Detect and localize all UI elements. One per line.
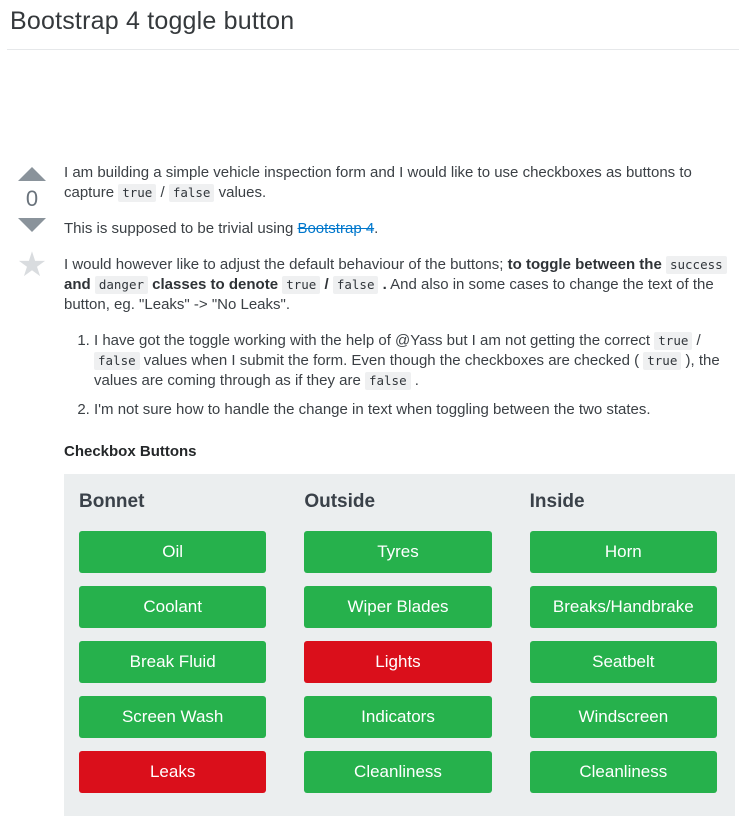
toggle-button-indicators[interactable]: Indicators	[304, 696, 491, 738]
toggle-button-coolant[interactable]: Coolant	[79, 586, 266, 628]
column-header-outside: Outside	[304, 491, 376, 512]
toggle-button-seatbelt[interactable]: Seatbelt	[530, 641, 717, 683]
toggle-button-windscreen[interactable]: Windscreen	[530, 696, 717, 738]
vote-column	[0, 163, 64, 816]
downvote-arrow-icon[interactable]	[18, 218, 46, 232]
body-text: /	[156, 184, 169, 201]
page-title: Bootstrap 4 toggle button	[10, 7, 295, 35]
body-text: And also in some cases to change the text of the button, eg. "Leaks" -> "No Leaks".	[64, 276, 714, 313]
checkbox-column-bonnet	[79, 489, 266, 806]
toggle-button-screen-wash[interactable]: Screen Wash	[79, 696, 266, 738]
list-item	[94, 400, 737, 420]
inline-code: success	[666, 256, 727, 274]
question-numbered-list	[94, 331, 737, 420]
toggle-button-cleanliness[interactable]: Cleanliness	[530, 751, 717, 793]
column-header-bonnet: Bonnet	[79, 491, 145, 512]
question-body	[64, 163, 737, 816]
toggle-button-break-fluid[interactable]: Break Fluid	[79, 641, 266, 683]
favorite-star-icon[interactable]: ★	[16, 246, 48, 284]
toggle-button-leaks[interactable]: Leaks	[79, 751, 266, 793]
body-text: values when I submit the form. Even though the checkboxes are checked (	[139, 352, 644, 369]
question-paragraph	[64, 255, 737, 315]
inline-code: false	[169, 184, 215, 202]
body-text: /	[692, 332, 701, 349]
body-text: .	[410, 372, 419, 389]
toggle-button-tyres[interactable]: Tyres	[304, 531, 491, 573]
bold-text: classes to denote	[148, 276, 283, 293]
inline-code: true	[118, 184, 156, 202]
toggle-button-cleanliness[interactable]: Cleanliness	[304, 751, 491, 793]
body-text: This is supposed to be trivial using	[64, 220, 298, 237]
toggle-button-breaks-handbrake[interactable]: Breaks/Handbrake	[530, 586, 717, 628]
upvote-arrow-icon[interactable]	[18, 167, 46, 181]
title-divider	[7, 49, 739, 50]
vote-count: 0	[25, 186, 39, 211]
body-text: ), the values are coming through as if they are	[94, 352, 720, 389]
inline-code: false	[365, 372, 411, 390]
body-text: values.	[214, 184, 267, 201]
checkbox-column-outside	[304, 489, 491, 806]
inline-code: false	[333, 276, 379, 294]
bold-text: /	[320, 276, 333, 293]
list-item	[94, 331, 737, 391]
question-paragraph	[64, 163, 737, 203]
body-text: I am building a simple vehicle inspection form and I would like to use checkboxes as buttons to capture	[64, 164, 692, 201]
question-paragraph	[64, 219, 737, 239]
checkbox-buttons-heading: Checkbox Buttons	[64, 443, 197, 460]
inline-code: true	[282, 276, 320, 294]
question-section	[0, 163, 746, 816]
toggle-button-wiper-blades[interactable]: Wiper Blades	[304, 586, 491, 628]
question-text-blocks	[64, 163, 737, 420]
toggle-button-lights[interactable]: Lights	[304, 641, 491, 683]
bold-text: to toggle between the	[507, 256, 666, 273]
body-text: I have got the toggle working with the help of @Yass but I am not getting the correct	[94, 332, 655, 349]
bold-text: .	[378, 276, 387, 293]
inline-code: true	[654, 332, 692, 350]
bootstrap-4-link[interactable]: Bootstrap 4	[297, 220, 375, 237]
toggle-button-oil[interactable]: Oil	[79, 531, 266, 573]
toggle-button-horn[interactable]: Horn	[530, 531, 717, 573]
inline-code: true	[643, 352, 681, 370]
checkbox-column-inside	[530, 489, 717, 806]
inline-code: danger	[95, 276, 148, 294]
body-text: I'm not sure how to handle the change in text when toggling between the two states.	[94, 401, 651, 418]
bold-text: and	[64, 276, 95, 293]
body-text: .	[374, 220, 379, 237]
body-text: I would however like to adjust the default behaviour of the buttons;	[64, 256, 508, 273]
checkbox-buttons-panel	[64, 474, 735, 816]
column-header-inside: Inside	[529, 491, 585, 512]
inline-code: false	[94, 352, 140, 370]
